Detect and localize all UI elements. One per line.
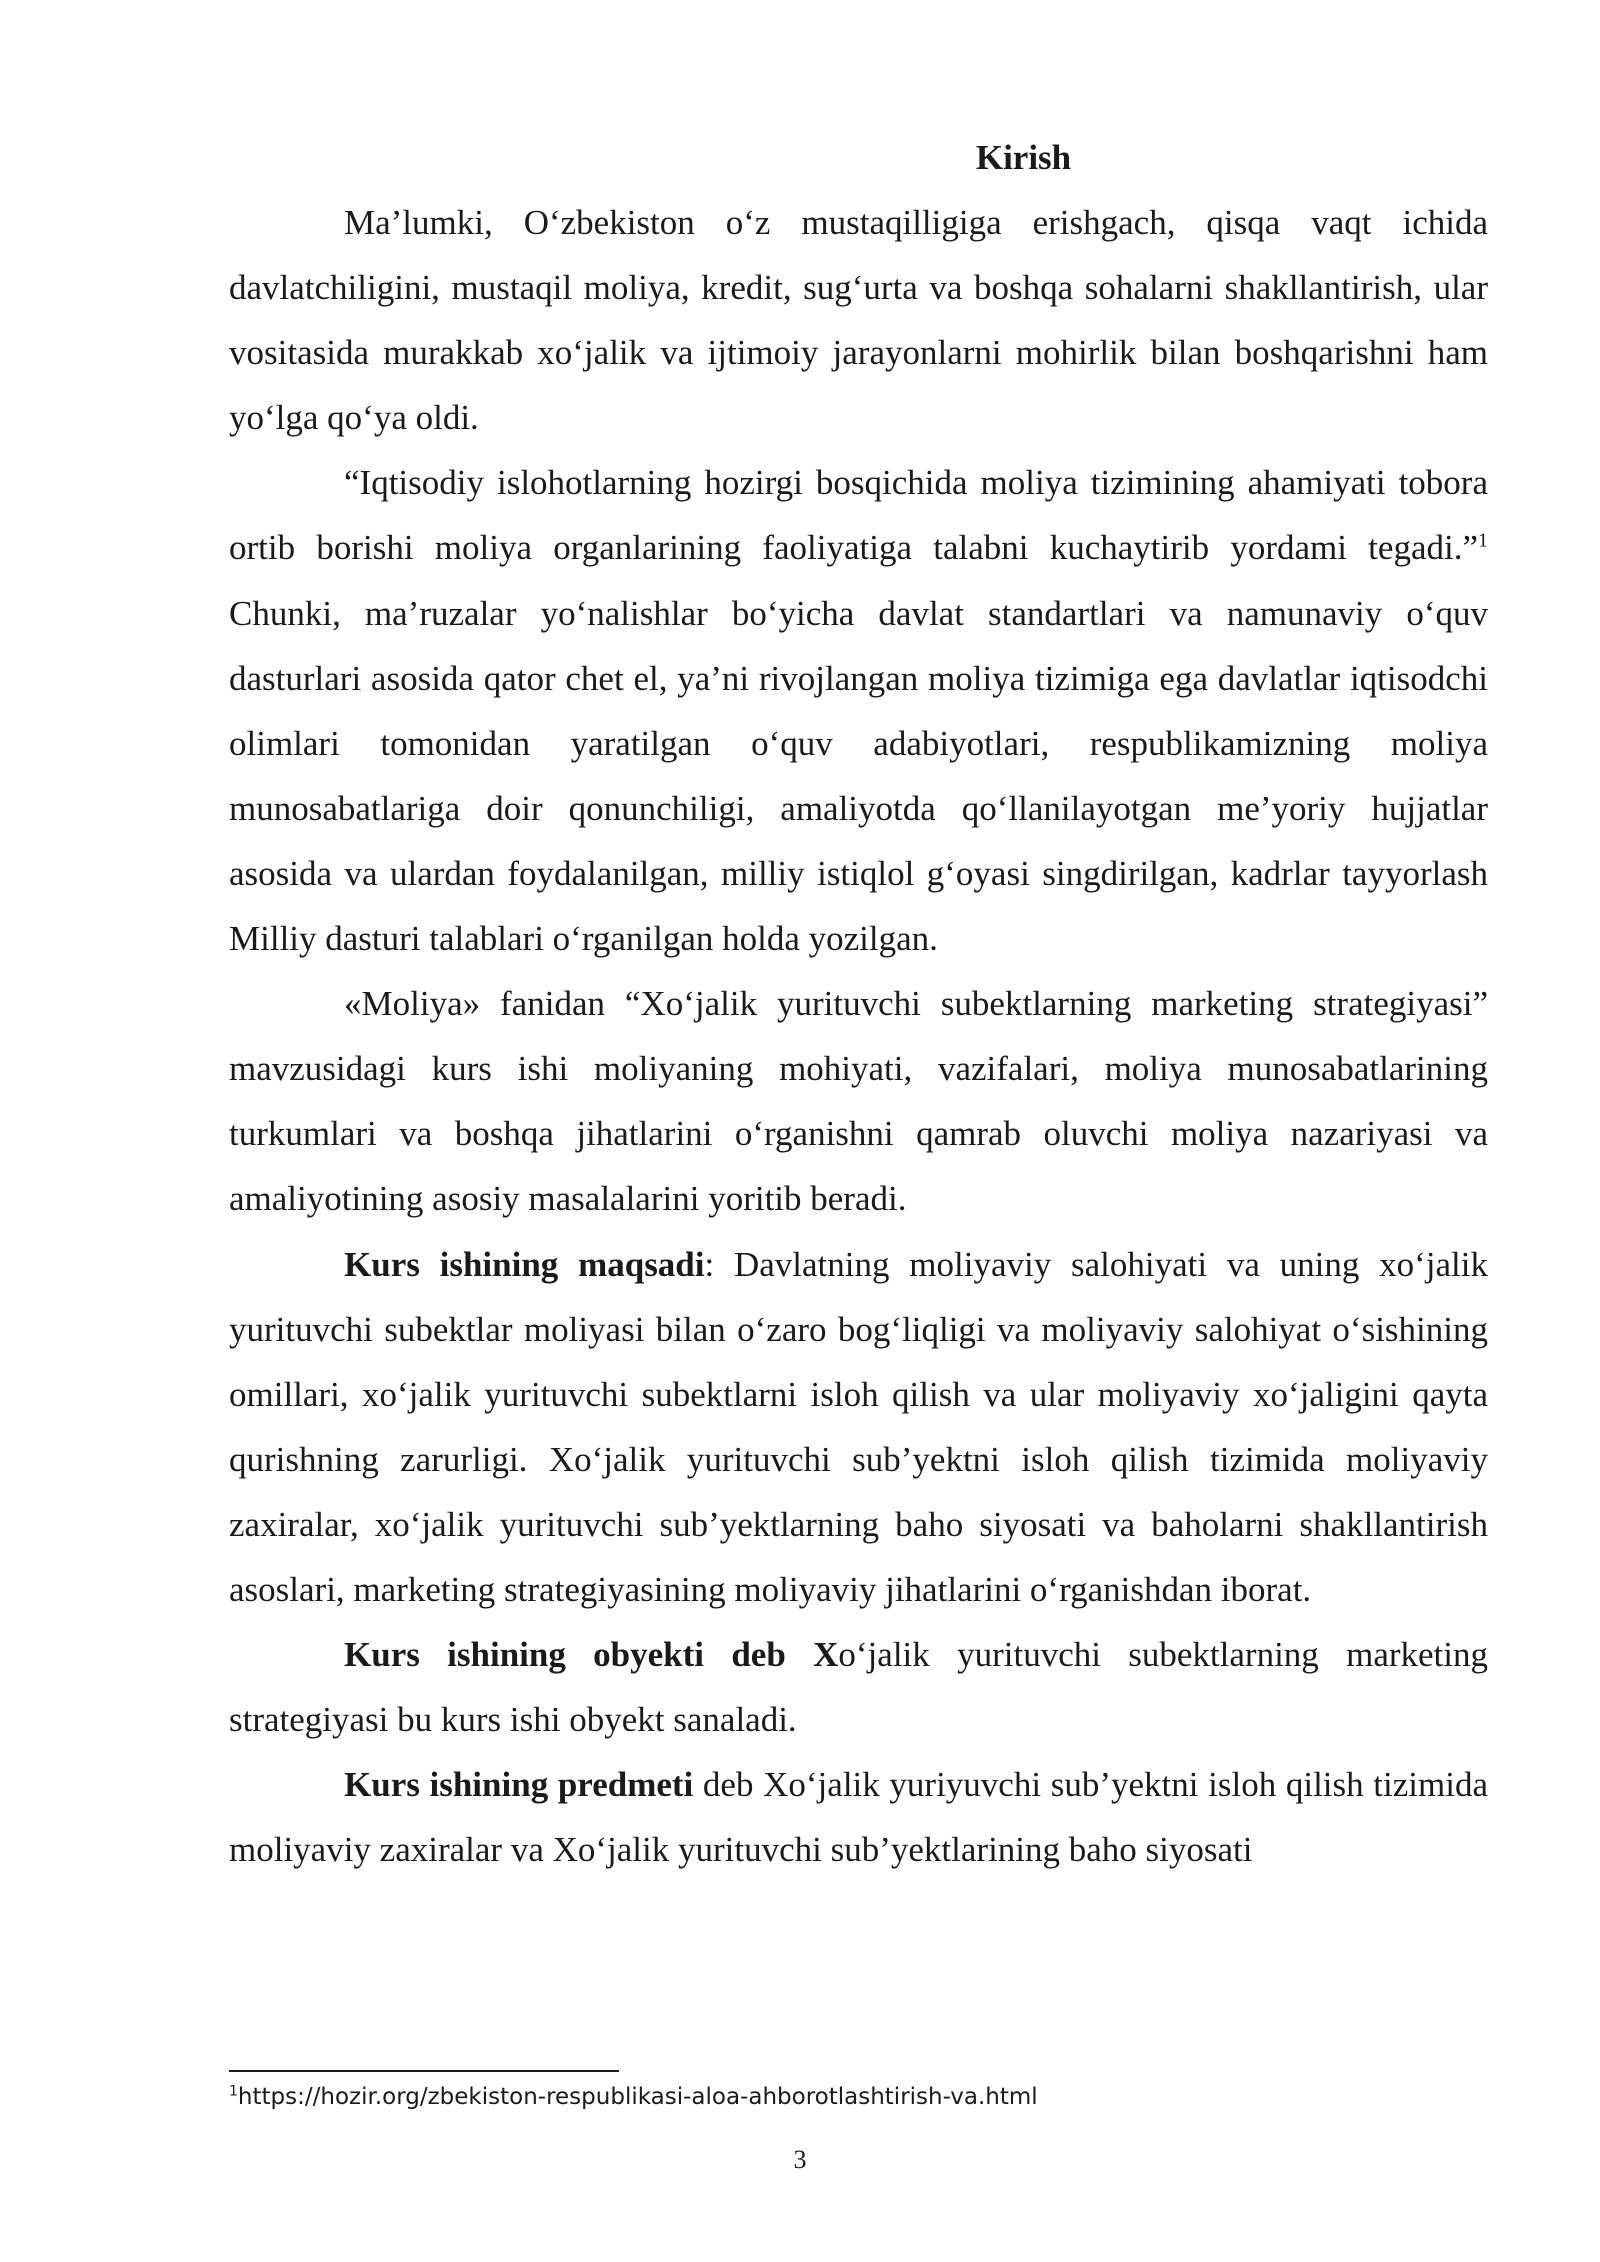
paragraph-quote	[229, 450, 1488, 971]
aim-text: : Davlatning moliyaviy salohiyati va uning xo‘jalik yurituvchi subektlar moliyasi bilan o‘zaro bog‘liqligi va moliyaviy salohiyat o‘sishining omillari, xo‘jalik yurituvchi subektlarni isloh qilish va ular moliyaviy xo‘jaligini qayta qurishning zarurligi. Xo‘jalik yurituvchi sub’yektni isloh qilish tizimida moliyaviy zaxiralar, xo‘jalik yurituvchi sub’yektlarning baho siyosati va baholarni shakllantirish asoslari, marketing strategiyasining moliyaviy jihatlarini o‘rganishdan iborat.	[229, 1244, 1488, 1609]
paragraph-course-description	[229, 971, 1488, 1231]
paragraph-subject	[229, 1752, 1488, 1882]
quote-continuation-text: Chunki, ma’ruzalar yo‘nalishlar bo‘yicha davlat standartlari va namunaviy o‘quv dasturlari asosida qator chet el, ya’ni rivojlangan moliya tizimiga ega davlatlar iqtisodchi olimlari tomonidan yaratilgan o‘quv adabiyotlari, respublikamizning moliya munosabatlariga doir qonunchiligi, amaliyotda qo‘llanilayotgan me’yoriy hujjatlar asosida va ulardan foydalanilgan, milliy istiqlol g‘oyasi singdirilgan, kadrlar tayyorlash Milliy dasturi talablari o‘rganilgan holda yozilgan.	[229, 593, 1488, 959]
body-text	[229, 190, 1488, 1882]
footnote-link[interactable]: https://hozir.org/zbekiston-respublikasi-aloa-ahborotlashtirish-va.html	[237, 2084, 1038, 2110]
quote-text: “Iqtisodiy islohotlarning hozirgi bosqichida moliya tizimining ahamiyati tobora ortib borishi moliya organlarining faoliyatiga talabni kuchaytirib yordami tegadi.”	[229, 463, 1488, 568]
subject-text: deb Xo‘jalik yuriyuvchi sub’yektni isloh qilish tizimida moliyaviy zaxiralar va Xo‘jalik yurituvchi sub’yektlarining baho siyosati	[229, 1765, 1488, 1870]
section-heading: Kirish	[975, 138, 1072, 177]
footnote-divider	[229, 2070, 619, 2072]
paragraph-aim	[229, 1232, 1488, 1623]
course-description-text: «Moliya» fanidan “Xo‘jalik yurituvchi subektlarning marketing strategiyasi” mavzusidagi kurs ishi moliyaning mohiyati, vazifalari, moliya munosabatlarining turkumlari va boshqa jihatlarini o‘rganishni qamrab oluvchi moliya nazariyasi va amaliyotining asosiy masalalarini yoritib beradi.	[229, 984, 1488, 1219]
subject-label: Kurs ishining predmeti	[344, 1765, 694, 1805]
footnote-reference[interactable]: 1	[1478, 529, 1488, 552]
footnote	[229, 2082, 1038, 2112]
aim-label: Kurs ishining maqsadi	[344, 1244, 705, 1284]
paragraph-intro	[229, 190, 1488, 450]
object-text: o‘jalik yurituvchi subektlarning marketing strategiyasi bu kurs ishi obyekt sanaladi.	[229, 1635, 1489, 1740]
paragraph-intro-text: Ma’lumki, O‘zbekiston o‘z mustaqilligiga erishgach, qisqa vaqt ichida davlatchiligini, mustaqil moliya, kredit, sug‘urta va boshqa sohalarni shakllantirish, ular vositasida murakkab xo‘jalik va ijtimoiy jarayonlarni mohirlik bilan boshqarishni ham yo‘lga qo‘ya oldi.	[229, 203, 1488, 438]
page-number: 3	[793, 2145, 807, 2174]
footnote-mark: 1	[229, 2083, 238, 2100]
paragraph-object	[229, 1622, 1488, 1752]
object-label: Kurs ishining obyekti deb X	[344, 1635, 839, 1675]
